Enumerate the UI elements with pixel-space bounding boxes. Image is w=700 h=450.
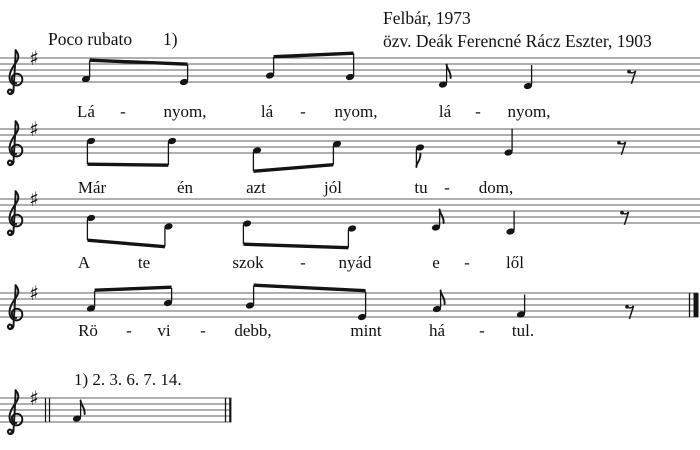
beam [95, 286, 172, 292]
footnote: 1) 2. 3. 6. 7. 14. [74, 370, 182, 389]
beam [254, 284, 366, 293]
lyric-syllable: - [300, 102, 306, 121]
tempo-marking: Poco rubato [48, 29, 133, 49]
lyrics-line [77, 102, 550, 121]
lyric-syllable: Lá [77, 102, 95, 121]
lyric-syllable: nyom, [334, 102, 378, 121]
lyric-syllable: Már [77, 178, 107, 197]
lyric-syllable: dom, [478, 178, 514, 197]
lyric-syllable: jól [324, 178, 342, 197]
lyric-syllable: nyom, [163, 102, 207, 121]
final-barline-thick [694, 293, 699, 317]
treble-clef-icon [8, 390, 22, 434]
clef-curl [8, 325, 14, 329]
lyric-syllable: tu [414, 178, 428, 197]
key-signature-sharp: ♯ [29, 281, 39, 305]
lyric-syllable: - [479, 321, 485, 340]
lyric-syllable: nyom, [507, 102, 551, 121]
lyric-syllable: - [200, 321, 206, 340]
beam [274, 52, 354, 59]
beam [87, 239, 164, 249]
lyrics-line [78, 321, 534, 340]
treble-clef-icon [8, 191, 22, 235]
staff-system [0, 281, 699, 340]
lyric-syllable: - [464, 253, 470, 272]
lyric-syllable: te [137, 253, 151, 272]
footnote-marker: 1) [163, 29, 178, 49]
lyric-syllable: mint [350, 321, 382, 340]
lyric-syllable: vi [157, 321, 171, 340]
treble-clef-icon [8, 121, 22, 165]
lyric-syllable: szok [232, 253, 264, 272]
key-signature-sharp: ♯ [29, 187, 39, 211]
clef-curl [8, 231, 14, 235]
staff-system [0, 386, 232, 434]
treble-clef-icon [8, 285, 22, 329]
lyric-syllable: lá [260, 102, 274, 121]
lyric-syllable: - [120, 102, 126, 121]
lyric-syllable: lől [506, 253, 524, 272]
lyric-syllable: tul. [511, 321, 535, 340]
clef-curl [8, 161, 14, 165]
lyrics-line [78, 253, 524, 272]
lyric-syllable: - [126, 321, 132, 340]
lyric-syllable: - [444, 178, 450, 197]
clef-curl [8, 430, 14, 434]
staff-system [0, 46, 700, 121]
beam [243, 243, 348, 250]
place-year: Felbár, 1973 [383, 8, 471, 28]
lyric-syllable: há [428, 321, 446, 340]
lyric-syllable: debb, [234, 321, 272, 340]
key-signature-sharp: ♯ [29, 46, 39, 70]
lyric-syllable: - [300, 253, 306, 272]
lyric-syllable: én [176, 178, 194, 197]
clef-curl [8, 90, 14, 94]
lyric-syllable: A [77, 253, 91, 272]
lyric-syllable: - [475, 102, 481, 121]
beam [87, 163, 168, 167]
lyric-syllable: nyád [338, 253, 372, 272]
performer: özv. Deák Ferencné Rácz Eszter, 1903 [383, 31, 652, 51]
staff-system [0, 117, 700, 197]
beam [90, 59, 188, 66]
lyric-syllable: azt [246, 178, 266, 197]
staff-system [0, 187, 700, 272]
treble-clef-icon [8, 50, 22, 94]
lyric-syllable: Rö [78, 321, 98, 340]
beam [253, 163, 333, 173]
lyric-syllable: lá [438, 102, 452, 121]
key-signature-sharp: ♯ [29, 386, 39, 410]
lyric-syllable: e [432, 253, 440, 272]
key-signature-sharp: ♯ [29, 117, 39, 141]
lyrics-line [78, 178, 513, 197]
